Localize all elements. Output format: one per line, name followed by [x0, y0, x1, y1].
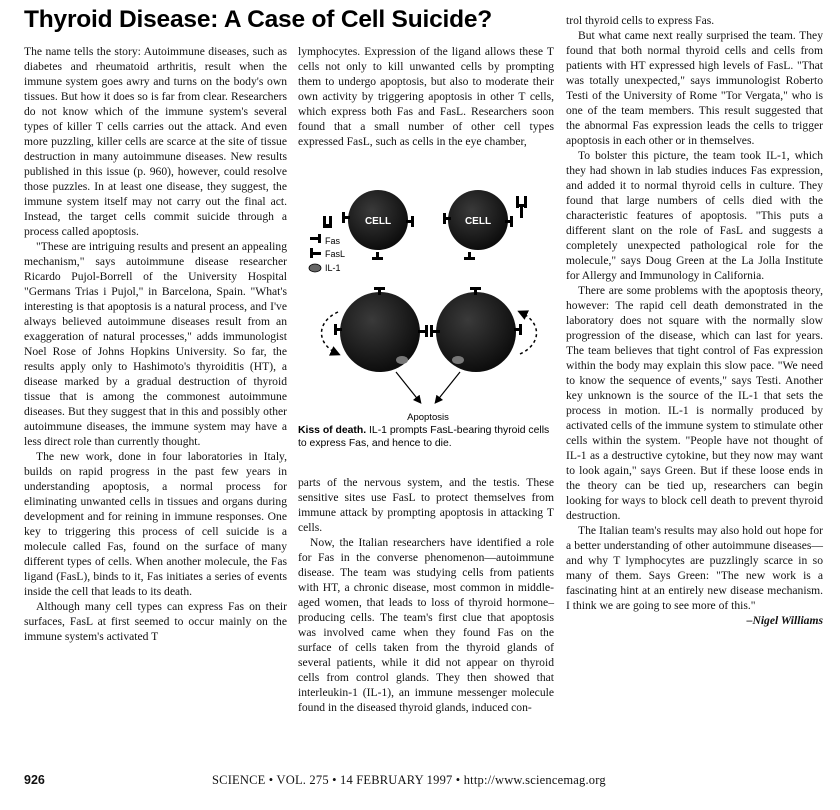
paragraph: parts of the nervous system, and the testis. These sensitive sites use FasL to protect themselves from immune attack by prompting apoptosis in attacking T cells.: [298, 476, 554, 534]
fas-receptor-icon: [516, 196, 527, 218]
cell-label: CELL: [364, 216, 392, 227]
column-2-bottom: [298, 475, 554, 715]
cell-label: CELL: [464, 216, 492, 227]
page-footer: [24, 773, 824, 791]
paragraph: The new work, done in four laboratories in Italy, builds on rapid progress in the past few years in understanding apoptosis, a normal process for eliminating unwanted cells in tissues and organs during development and for reining in immune responses. One key to triggering this process of cell suicide is a molecule called Fas, found on the surface of many different types of cells. When another molecule, the Fas ligand (FasL), binds to it, Fas initiates a series of events inside the cell that leads to its death.: [24, 450, 287, 598]
author-signature: –Nigel Williams: [746, 614, 823, 627]
apoptosis-arrow-left: [396, 372, 420, 402]
legend-fasl-label: FasL: [325, 249, 346, 259]
figure-caption: [298, 425, 554, 450]
paragraph: lymphocytes. Expression of the ligand allows these T cells not only to kill unwanted cells by prompting them to undergo apoptosis, but also to moderate their own activity by triggering apoptosis in other T cells, which express both Fas and FasL. Researchers soon found that a small number of other cell types expressed FasL, such as cells in the eye chamber,: [298, 45, 554, 148]
column-3: [566, 13, 823, 628]
paragraph: Now, the Italian researchers have identified a role for Fas in the converse phenomenon—autoimmune disease. The team was studying cells from patients with HT, a chronic disease, most common in middle-aged women, that leads to loss of thyroid hormone–producing cells. The team's first clue that apoptosis was involved came when they found Fas on the surface of cells taken from the thyroid glands of several patients, while it did not appear on thyroid cells from control glands. They then showed that interleukin-1 (IL-1), an immune messenger molecule found in the diseased thyroid glands, induced con-: [298, 536, 554, 714]
paragraph: "These are intriguing results and present an appealing mechanism," says autoimmune disease researcher Ricardo Pujol-Borrell of the University Hospital "Germans Trias i Pujol," in Barcelona, Spain. "What's interesting is that apoptosis is a natural process, and I've always believed autoimmune diseases result from an exaggeration of natural processes," adds immunologist Noel Rose of Johns Hopkins University. So far, the results apply only to Hashimoto's thyroiditis (HT), a disease marked by a gradual destruction of thyroid tissue that is among the commonest autoimmune diseases. But they suggest that in this and possibly other autoimmune diseases, the immune system may have a less direct role than currently thought.: [24, 240, 287, 448]
column-2-top: [298, 44, 554, 149]
legend-il1-label: IL-1: [325, 263, 341, 273]
apoptosis-label: Apoptosis: [407, 412, 449, 423]
thyroid-cell-left: [334, 287, 428, 372]
legend-fas-label: Fas: [325, 236, 341, 246]
paragraph: The name tells the story: Autoimmune diseases, such as diabetes and rheumatoid arthritis, result when the immune system goes awry and turns on the body's own tissues. But how it does so is far from clear. Researchers do not know which of the immune system's several types of killer T cells carries out the attack. And even more puzzling, killer cells are scarce at the site of tissue destruction in many autoimmune diseases. New results published in this issue (p. 960), however, could resolve those puzzles. In at least one disease, they suggest, the immune system itself may not carry out the final act. Instead, the target cells commit suicide through a process called apoptosis.: [24, 45, 287, 238]
paragraph: There are some problems with the apoptosis theory, however: The rapid cell death demonstrated in the laboratory does not square with the normally slow progression of the disease, which can last for years. The team believes that tight control of Fas expression within the body may explain this slow pace. "We need to know the sequence of events," says Testi. Another key unknown is the source of the IL-1 that sets the process in motion. IL-1 is normally produced by activated cells of the immune system to stimulate other cells within the system. "People have not thought of IL-1 as a destructive cytokine, but they now may want to look again," says Green. But if these loose ends in the theory can be tied up, researchers can begin looking for ways to block cell death to prevent thyroid destruction.: [566, 284, 823, 522]
running-footer: SCIENCE • VOL. 275 • 14 FEBRUARY 1997 • http://www.sciencemag.org: [212, 773, 606, 787]
paragraph: Although many cell types can express Fas on their surfaces, FasL at first seemed to occur mainly on the immune system's activated T: [24, 600, 287, 643]
paragraph: trol thyroid cells to express Fas.: [566, 14, 715, 27]
cell-top-right: [443, 190, 513, 260]
paragraph: But what came next really surprised the team. They found that both normal thyroid cells and cells from patients with HT expressed high levels of FasL. "That was totally unexpected," says immunologist Roberto Testi of the University of Rome "Tor Vergata," who is one of the team members. This result suggested that the abnormal Fas expression leads the cells to trigger apoptosis in each other or in themselves.: [566, 29, 823, 147]
caption-text: IL-1 prompts FasL-bearing thyroid cells to express Fas, and hence to die.: [298, 425, 550, 449]
apoptosis-arrow-right: [436, 372, 460, 402]
cell-top-left: [342, 190, 414, 260]
paragraph: To bolster this picture, the team took IL-1, which they had shown in lab studies induces Fas expression, and added it to normal thyroid cells in culture. They found that large numbers of cells died with the characteristic features of apoptosis. "This puts a different slant on the role of FasL and suggests a completely unexpected pathological role for the molecule," says Doug Green at the La Jolla Institute for Allergy and Immunology in California.: [566, 149, 823, 282]
page-number: 926: [24, 773, 45, 787]
fas-receptor-icon: [323, 216, 332, 228]
self-signal-arrow-right: [520, 312, 537, 354]
paragraph: The Italian team's results may also hold out hope for a better understanding of other autoimmune diseases—and why T lymphocytes are puzzlingly scarce in so many of them. Says Green: "The new work is a fascinating hint at an entirely new disease mechanism. I think we are going to see more of this.": [566, 524, 823, 612]
caption-lead: Kiss of death.: [298, 425, 367, 436]
article-title: Thyroid Disease: A Case of Cell Suicide?: [24, 6, 493, 33]
thyroid-cell-right: [430, 287, 522, 372]
column-1: [24, 44, 287, 644]
diagram-legend: [309, 234, 345, 273]
il1-icon: [309, 264, 321, 272]
kiss-of-death-diagram: [298, 184, 554, 436]
